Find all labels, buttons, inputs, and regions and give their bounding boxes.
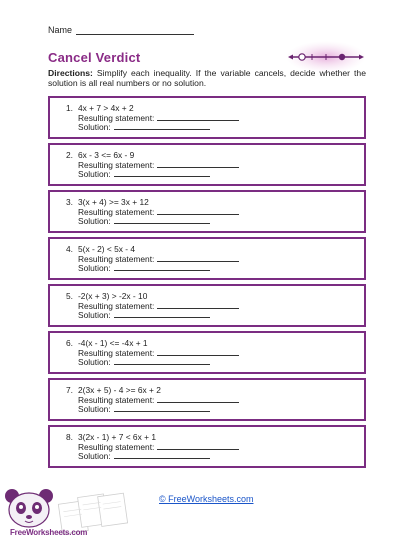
resulting-statement-row: Resulting statement: — [66, 349, 364, 359]
problem-box — [48, 143, 366, 186]
problem-expression: 8. 3(2x - 1) + 7 < 6x + 1 — [66, 432, 156, 442]
problem-box — [48, 425, 366, 468]
problem-box — [48, 96, 366, 139]
solution-row: Solution: — [66, 405, 364, 415]
name-label: Name — [48, 25, 73, 35]
resulting-statement-blank[interactable] — [157, 208, 239, 215]
solution-blank[interactable] — [114, 358, 210, 365]
solution-row: Solution: — [66, 264, 364, 274]
problem-list — [48, 96, 366, 472]
directions — [48, 68, 366, 88]
problem-box — [48, 190, 366, 233]
solution-row: Solution: — [66, 123, 364, 133]
problem-box — [48, 378, 366, 421]
resulting-statement-blank[interactable] — [157, 302, 239, 309]
solution-row: Solution: — [66, 217, 364, 227]
resulting-statement-blank[interactable] — [157, 114, 239, 121]
solution-blank[interactable] — [114, 217, 210, 224]
problem-expression: 2. 6x - 3 <= 6x - 9 — [66, 150, 135, 160]
resulting-statement-blank[interactable] — [157, 161, 239, 168]
resulting-statement-blank[interactable] — [157, 255, 239, 262]
problem-expression: 3. 3(x + 4) >= 3x + 12 — [66, 197, 149, 207]
resulting-statement-row: Resulting statement: — [66, 302, 364, 312]
directions-label: Directions: — [48, 68, 93, 78]
solution-row: Solution: — [66, 170, 364, 180]
solution-blank[interactable] — [114, 123, 210, 130]
name-field-line[interactable] — [76, 26, 194, 35]
problem-expression: 7. 2(3x + 5) - 4 >= 6x + 2 — [66, 385, 161, 395]
problem-box — [48, 331, 366, 374]
resulting-statement-row: Resulting statement: — [66, 255, 364, 265]
problem-expression: 4. 5(x - 2) < 5x - 4 — [66, 244, 136, 254]
solution-row: Solution: — [66, 311, 364, 321]
worksheet-title: Cancel Verdict — [48, 50, 141, 65]
resulting-statement-row: Resulting statement: — [66, 396, 364, 406]
resulting-statement-row: Resulting statement: — [66, 161, 364, 171]
solution-blank[interactable] — [114, 405, 210, 412]
problem-box — [48, 237, 366, 280]
resulting-statement-blank[interactable] — [157, 443, 239, 450]
resulting-statement-row: Resulting statement: — [66, 114, 364, 124]
solution-row: Solution: — [66, 452, 364, 462]
problem-expression: 1. 4x + 7 > 4x + 2 — [66, 103, 134, 113]
solution-blank[interactable] — [114, 452, 210, 459]
resulting-statement-row: Resulting statement: — [66, 208, 364, 218]
solution-blank[interactable] — [114, 311, 210, 318]
solution-row: Solution: — [66, 358, 364, 368]
problem-expression: 6. -4(x - 1) <= -4x + 1 — [66, 338, 148, 348]
directions-text: Simplify each inequality. If the variable cancels, decide whether the solution is all real numbers or no solution. — [48, 68, 366, 88]
name-row — [48, 25, 194, 35]
footer-link[interactable]: © FreeWorksheets.com — [159, 494, 254, 504]
solution-blank[interactable] — [114, 264, 210, 271]
problem-box — [48, 284, 366, 327]
resulting-statement-blank[interactable] — [157, 349, 239, 356]
problem-expression: 5. -2(x + 3) > -2x - 10 — [66, 291, 148, 301]
resulting-statement-blank[interactable] — [157, 396, 239, 403]
solution-blank[interactable] — [114, 170, 210, 177]
resulting-statement-row: Resulting statement: — [66, 443, 364, 453]
logo-text: FreeWorksheets.com — [10, 528, 88, 537]
